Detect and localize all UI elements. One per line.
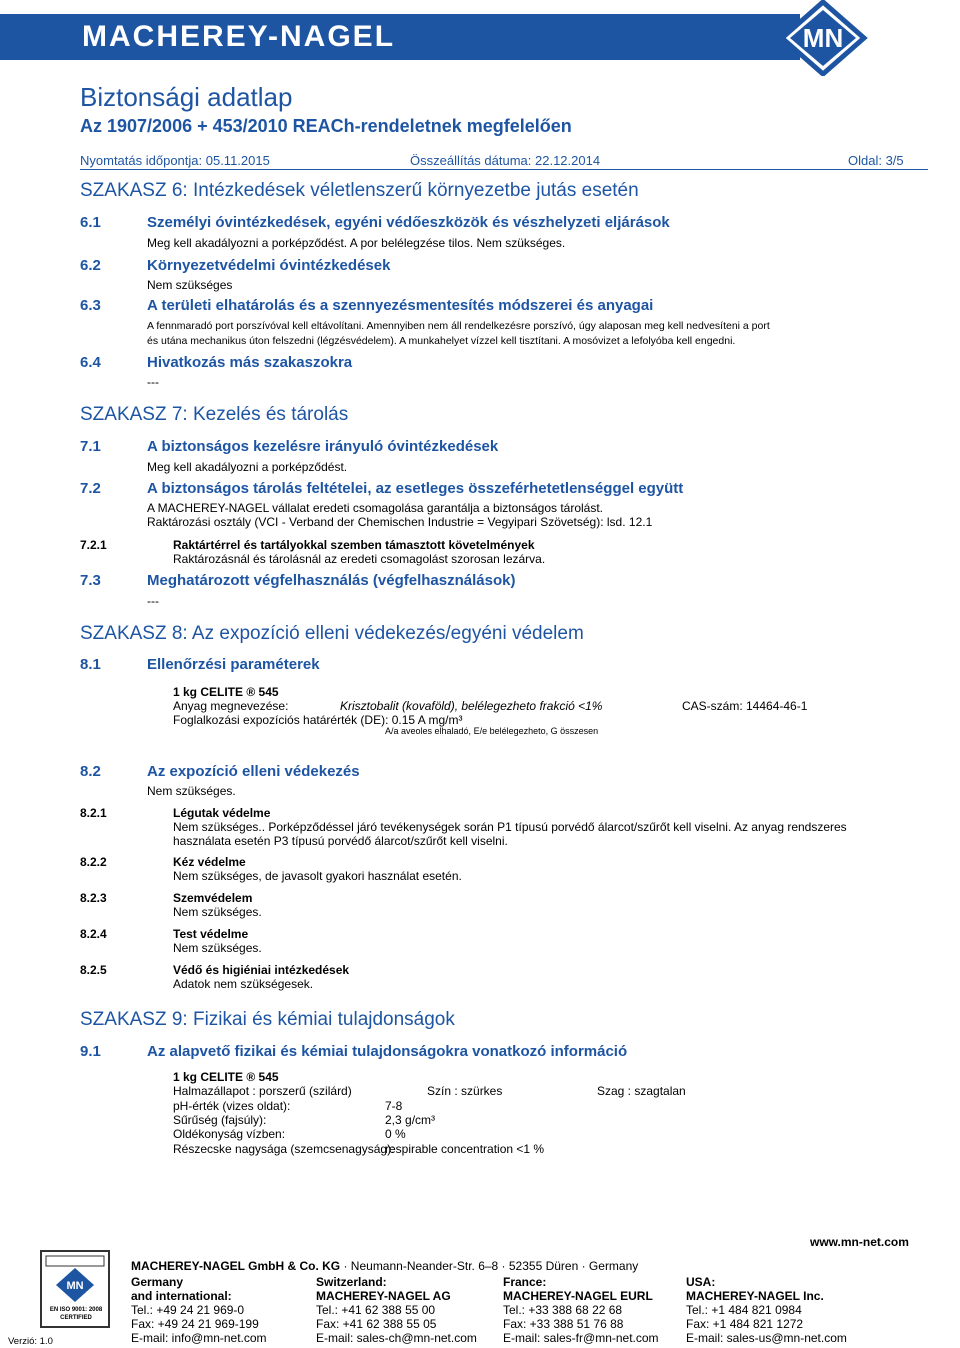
compiled-date: Összeállítás dátuma: 22.12.2014 — [410, 153, 601, 168]
subsection-title: Kéz védelme — [173, 855, 246, 869]
section-7-title: SZAKASZ 7: Kezelés és tárolás — [80, 404, 349, 425]
contact-phone: Tel.: +49 24 21 969-0 — [131, 1303, 245, 1317]
contact-company: MACHEREY-NAGEL Inc. — [686, 1289, 824, 1303]
cas-number: CAS-szám: 14464-46-1 — [682, 699, 808, 713]
mn-logo-icon — [778, 0, 868, 76]
subsection-title: Az expozíció elleni védekezés — [147, 763, 360, 780]
paragraph: A fennmaradó port porszívóval kell eltávolítani. Amennyiben nem áll rendelkezésre porszívó, úgy alaposan meg kell nedvesíteni a port — [147, 320, 770, 332]
particle-size-value: respirable concentration <1 % — [385, 1142, 545, 1156]
subsection-number: 9.1 — [80, 1043, 101, 1060]
section-8-title: SZAKASZ 8: Az expozíció elleni védekezés/egyéni védelem — [80, 623, 584, 644]
solubility-value: 0 % — [385, 1127, 406, 1141]
address-text: · Neumann-Neander-Str. 6–8 · 52355 Düren · Germany — [343, 1259, 639, 1273]
subsection-title: Légutak védelme — [173, 806, 271, 820]
subsection-number: 7.2.1 — [80, 538, 107, 552]
paragraph: Nem szükséges.. Porképződéssel járó tevékenységek során P1 típusú porvédő álarcot/szűrőt kell viselni. Az anyag rendszeres — [173, 820, 847, 834]
contact-email[interactable]: E-mail: sales-fr@mn-net.com — [503, 1331, 659, 1345]
contact-switzerland — [316, 1275, 477, 1345]
contact-phone: Tel.: +33 388 68 22 68 — [503, 1303, 623, 1317]
paragraph: Nem szükséges. — [173, 905, 262, 919]
svg-text:MN: MN — [802, 23, 844, 53]
subsection-number: 8.2.4 — [80, 927, 107, 941]
product-name: 1 kg CELITE ® 545 — [173, 685, 279, 699]
website-link[interactable]: www.mn-net.com — [810, 1235, 909, 1249]
paragraph: Nem szükséges — [147, 278, 233, 292]
subsection-number: 8.2.5 — [80, 963, 107, 977]
particle-size-label: Részecske nagysága (szemcsenagyság): — [173, 1142, 395, 1156]
density-value: 2,3 g/cm³ — [385, 1113, 436, 1127]
iso-certificate-badge — [40, 1250, 110, 1328]
paragraph: használata esetén P3 típusú porvédő álarcot/szűrőt kell viselni. — [173, 834, 508, 848]
paragraph: Raktározásnál és tárolásnál az eredeti csomagolást szorosan lezárva. — [173, 552, 546, 566]
odor-property: Szag : szagtalan — [597, 1084, 686, 1098]
paragraph: Adatok nem szükségesek. — [173, 977, 314, 991]
color-property: Szín : szürkes — [427, 1084, 503, 1098]
ph-label: pH-érték (vizes oldat): — [173, 1099, 291, 1113]
subsection-title: Raktártérrel és tartályokkal szemben támasztott követelmények — [173, 538, 535, 552]
contact-phone: Tel.: +41 62 388 55 00 — [316, 1303, 436, 1317]
product-name: 1 kg CELITE ® 545 — [173, 1070, 279, 1084]
paragraph: Raktározási osztály (VCI - Verband der Chemischen Industrie = Vegyipari Szövetség): lsd. 12.1 — [147, 515, 653, 529]
subsection-number: 7.3 — [80, 572, 101, 589]
subsection-number: 6.2 — [80, 257, 101, 274]
company-name: MACHEREY-NAGEL GmbH & Co. KG — [131, 1259, 341, 1273]
svg-text:MN: MN — [66, 1280, 84, 1292]
subsection-title: A biztonságos kezelésre irányuló óvintézkedések — [147, 438, 499, 455]
subsection-number: 8.2.1 — [80, 806, 107, 820]
contact-country: France: — [503, 1275, 547, 1289]
contact-country: Switzerland: — [316, 1275, 387, 1289]
document-title: Biztonsági adatlap — [80, 82, 293, 112]
page-number: Oldal: 3/5 — [848, 153, 904, 168]
subsection-title: Az alapvető fizikai és kémiai tulajdonságokra vonatkozó információ — [147, 1043, 628, 1060]
header-divider — [80, 169, 928, 170]
paragraph: Nem szükséges, de javasolt gyakori használat esetén. — [173, 869, 462, 883]
contact-email[interactable]: E-mail: info@mn-net.com — [131, 1331, 267, 1345]
contact-company: MACHEREY-NAGEL EURL — [503, 1289, 653, 1303]
solubility-label: Oldékonyság vízben: — [173, 1127, 286, 1141]
subsection-number: 8.2.2 — [80, 855, 107, 869]
section-6-title: SZAKASZ 6: Intézkedések véletlenszerű környezetbe jutás esetén — [80, 180, 639, 201]
contact-phone: Tel.: +1 484 821 0984 — [686, 1303, 802, 1317]
section-9-title: SZAKASZ 9: Fizikai és kémiai tulajdonságok — [80, 1009, 455, 1030]
contact-company: MACHEREY-NAGEL AG — [316, 1289, 451, 1303]
paragraph: és utána mechanikus úton felszedni (légzésvédelem). A munkahelyet vízzel kell tisztítani. A mosóvizet a lefolyóba kell engedni. — [147, 335, 736, 347]
print-date: Nyomtatás időpontja: 05.11.2015 — [80, 153, 270, 168]
paragraph: Meg kell akadályozni a porképződést. — [147, 460, 348, 474]
iso-label: EN ISO 9001: 2008 CERTIFIED — [49, 1307, 103, 1321]
contact-fax: Fax: +33 388 51 76 88 — [503, 1317, 624, 1331]
subsection-title: Szemvédelem — [173, 891, 253, 905]
contact-usa — [686, 1275, 847, 1345]
contact-email[interactable]: E-mail: sales-us@mn-net.com — [686, 1331, 847, 1345]
subsection-number: 8.1 — [80, 656, 101, 673]
contact-country: Germany — [131, 1275, 184, 1289]
subsection-title: Meghatározott végfelhasználás (végfelhasználások) — [147, 572, 516, 589]
contact-company: and international: — [131, 1289, 232, 1303]
paragraph: Nem szükséges. — [147, 784, 236, 798]
subsection-title: A területi elhatárolás és a szennyezésmentesítés módszerei és anyagai — [147, 297, 654, 314]
paragraph: --- — [147, 594, 159, 608]
contact-france — [503, 1275, 659, 1345]
subsection-title: Ellenőrzési paraméterek — [147, 656, 320, 673]
contact-fax: Fax: +49 24 21 969-199 — [131, 1317, 259, 1331]
subsection-number: 7.1 — [80, 438, 101, 455]
ph-value: 7-8 — [385, 1099, 403, 1113]
company-address — [131, 1259, 638, 1273]
paragraph: A MACHEREY-NAGEL vállalat eredeti csomagolása garantálja a biztonságos tárolást. — [147, 501, 604, 515]
subsection-number: 8.2.3 — [80, 891, 107, 905]
physical-state: Halmazállapot : porszerű (szilárd) — [173, 1084, 352, 1098]
subsection-number: 6.1 — [80, 214, 101, 231]
version-label: Verzió: 1.0 — [8, 1336, 53, 1347]
contact-fax: Fax: +41 62 388 55 05 — [316, 1317, 437, 1331]
substance-name: Krisztobalit (kovaföld), belélegezheto frakció <1% — [340, 699, 603, 713]
header-banner — [0, 0, 960, 72]
contact-germany — [131, 1275, 267, 1345]
substance-label: Anyag megnevezése: — [173, 699, 289, 713]
document-subtitle: Az 1907/2006 + 453/2010 REACh-rendeletnek megfelelően — [80, 116, 572, 136]
contact-email[interactable]: E-mail: sales-ch@mn-net.com — [316, 1331, 477, 1345]
brand-name: MACHEREY-NAGEL — [82, 20, 396, 53]
contact-country: USA: — [686, 1275, 716, 1289]
subsection-title: Hivatkozás más szakaszokra — [147, 354, 353, 371]
density-label: Sűrűség (fajsúly): — [173, 1113, 267, 1127]
paragraph: --- — [147, 375, 159, 389]
subsection-number: 6.3 — [80, 297, 101, 314]
contact-fax: Fax: +1 484 821 1272 — [686, 1317, 804, 1331]
subsection-title: Környezetvédelmi óvintézkedések — [147, 257, 391, 274]
paragraph: Nem szükséges. — [173, 941, 262, 955]
footnote: A/a aveoles elhaladó, E/e belélegezheto, G összesen — [385, 726, 599, 736]
subsection-title: Védő és higiéniai intézkedések — [173, 963, 350, 977]
subsection-number: 8.2 — [80, 763, 101, 780]
subsection-title: Test védelme — [173, 927, 249, 941]
subsection-title: Személyi óvintézkedések, egyéni védőeszközök és vészhelyzeti eljárások — [147, 214, 670, 231]
exposure-limit: Foglalkozási expozíciós határérték (DE): 0.15 A mg/m³ — [173, 713, 463, 727]
subsection-number: 7.2 — [80, 480, 101, 497]
subsection-title: A biztonságos tárolás feltételei, az esetleges összeférhetetlenséggel együtt — [147, 480, 684, 497]
paragraph: Meg kell akadályozni a porképződést. A por belélegzése tilos. Nem szükséges. — [147, 236, 566, 250]
subsection-number: 6.4 — [80, 354, 101, 371]
